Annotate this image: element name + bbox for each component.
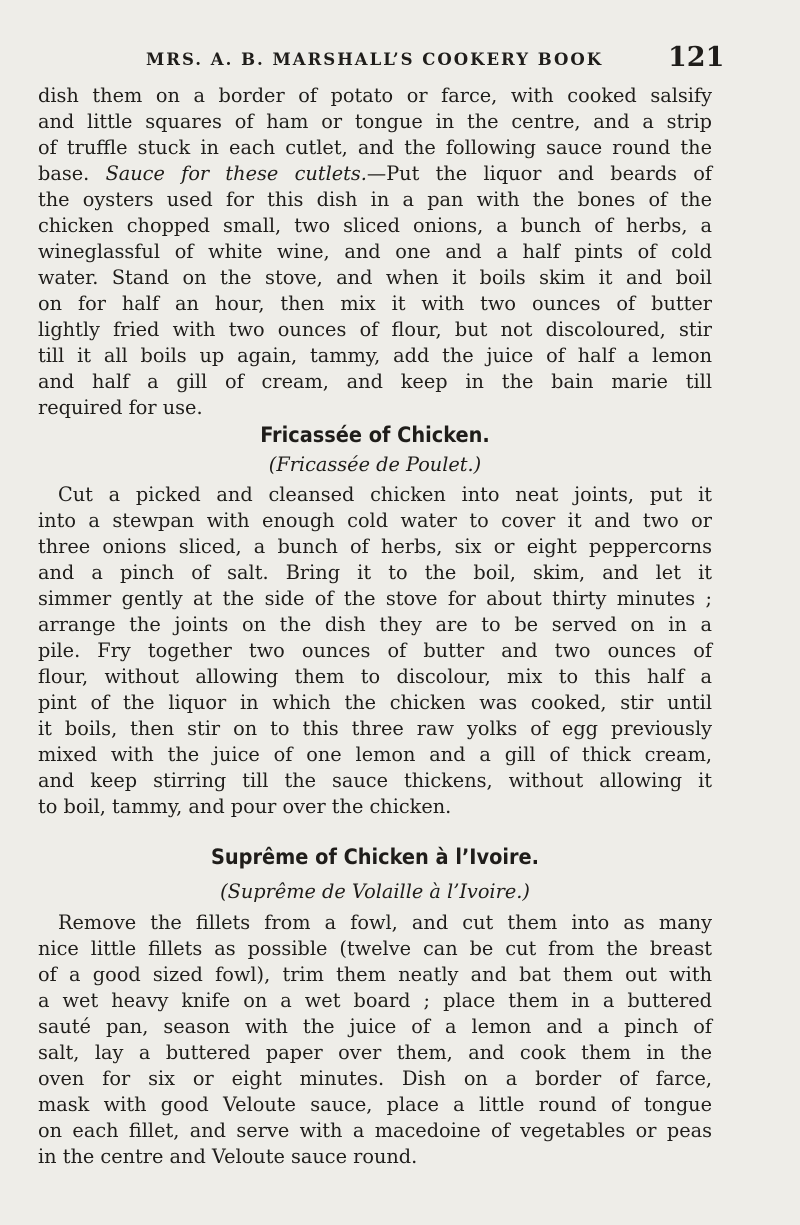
text-run: —Put the liquor and beards of <box>366 162 712 185</box>
text-line: chicken chopped small, two sliced onions, a bunch of herbs, a <box>38 214 712 237</box>
sauce-title-italic: Sauce for these cutlets. <box>105 162 367 185</box>
text-line: oven for six or eight minutes. Dish on a border of farce, <box>38 1067 712 1090</box>
text-line: mask with good Veloute sauce, place a little round of tongue <box>38 1093 712 1116</box>
text-line: Remove the fillets from a fowl, and cut them into as many <box>58 911 712 934</box>
text-line: pint of the liquor in which the chicken was cooked, stir until <box>38 691 712 714</box>
text-line: and a pinch of salt. Bring it to the boil, skim, and let it <box>38 561 712 584</box>
text-line: on for half an hour, then mix it with two ounces of butter <box>38 292 712 315</box>
text-line: on each fillet, and serve with a macedoine of vegetables or peas <box>38 1119 712 1142</box>
text-line: Cut a picked and cleansed chicken into neat joints, put it <box>58 483 712 506</box>
text-line: simmer gently at the side of the stove for about thirty minutes ; <box>38 587 712 610</box>
text-line: wineglassful of white wine, and one and a half pints of cold <box>38 240 712 263</box>
text-line: arrange the joints on the dish they are to be served on in a <box>38 613 712 636</box>
text-line: pile. Fry together two ounces of butter and two ounces of <box>38 639 712 662</box>
section-subheading: (Fricassée de Poulet.) <box>268 453 482 476</box>
text-line: water. Stand on the stove, and when it boils skim it and boil <box>38 266 712 289</box>
text-line <box>38 161 712 187</box>
text-line: of a good sized fowl), trim them neatly and bat them out with <box>38 963 712 986</box>
running-head <box>0 40 800 80</box>
text-run: base. <box>38 162 106 185</box>
text-line: and half a gill of cream, and keep in the bain marie till <box>38 370 712 393</box>
text-line: of truffle stuck in each cutlet, and the following sauce round the <box>38 136 712 159</box>
text-line: dish them on a border of potato or farce, with cooked salsify <box>38 84 712 107</box>
text-line: and keep stirring till the sauce thickens, without allowing it <box>38 769 712 792</box>
section-subheading: (Suprême de Volaille à l’Ivoire.) <box>220 880 530 903</box>
text-line: salt, lay a buttered paper over them, and cook them in the <box>38 1041 712 1064</box>
text-line: and little squares of ham or tongue in the centre, and a strip <box>38 110 712 133</box>
text-line: into a stewpan with enough cold water to cover it and two or <box>38 509 712 532</box>
section-heading: Suprême of Chicken à l’Ivoire. <box>210 845 540 870</box>
text-line: a wet heavy knife on a wet board ; place them in a buttered <box>38 989 712 1012</box>
text-line: sauté pan, season with the juice of a lemon and a pinch of <box>38 1015 712 1038</box>
section-heading: Fricassée of Chicken. <box>260 423 490 448</box>
running-title: MRS. A. B. MARSHALL’S COOKERY BOOK <box>146 50 604 69</box>
text-line: the oysters used for this dish in a pan with the bones of the <box>38 188 712 211</box>
text-line: mixed with the juice of one lemon and a gill of thick cream, <box>38 743 712 766</box>
text-line: to boil, tammy, and pour over the chicken. <box>38 795 452 818</box>
text-line: three onions sliced, a bunch of herbs, six or eight peppercorns <box>38 535 712 558</box>
text-line: till it all boils up again, tammy, add the juice of half a lemon <box>38 344 712 367</box>
text-line: flour, without allowing them to discolour, mix to this half a <box>38 665 712 688</box>
text-line: required for use. <box>38 396 203 419</box>
text-line: nice little fillets as possible (twelve can be cut from the breast <box>38 937 712 960</box>
text-line: lightly fried with two ounces of flour, but not discoloured, stir <box>38 318 712 341</box>
page-number: 121 <box>668 42 725 73</box>
text-line: in the centre and Veloute sauce round. <box>38 1145 418 1168</box>
text-line: it boils, then stir on to this three raw yolks of egg previously <box>38 717 712 740</box>
